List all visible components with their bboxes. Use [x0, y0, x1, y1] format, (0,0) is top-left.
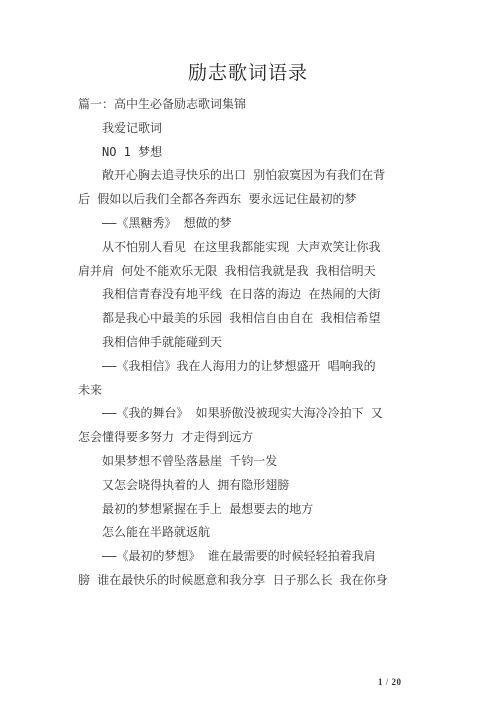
page-separator: /: [385, 677, 389, 687]
text-line: 最初的梦想紧握在手上 最想要去的地方: [102, 501, 314, 516]
text-line: 我爱记歌词: [102, 120, 163, 135]
text-line: ——《我相信》我在人海用力的让梦想盛开 唱响我的: [102, 358, 376, 373]
document-body: [78, 93, 430, 593]
text-line: ——《最初的梦想》 谁在最需要的时候轻轻拍着我肩: [102, 549, 376, 564]
text-line: NO 1 梦想: [102, 144, 163, 159]
text-line: ——《黑糖秀》 想做的梦: [102, 215, 232, 230]
text-line: 我相信青春没有地平线 在日落的海边 在热闹的大街: [102, 287, 381, 302]
text-line: 敞开心胸去追寻快乐的出口 别怕寂寞因为有我们在背: [102, 168, 386, 183]
text-line: 篇一：高中生必备励志歌词集锦: [78, 97, 247, 111]
text-line: 都是我心中最美的乐园 我相信自由自在 我相信希望: [102, 311, 381, 326]
page-number: [378, 677, 402, 687]
text-line: 我相信伸手就能碰到天: [102, 334, 223, 349]
text-line: ——《我的舞台》 如果骄傲没被现实大海冷冷拍下 又: [102, 406, 383, 421]
page-total: 20: [391, 677, 402, 687]
text-line: 又怎会晓得执着的人 拥有隐形翅膀: [102, 477, 290, 492]
document-title: 励志歌词语录: [187, 62, 308, 84]
text-line: 膀 谁在最快乐的时候愿意和我分享 日子那么长 我在你身: [78, 572, 388, 587]
text-line: 肩并肩 何处不能欢乐无限 我相信我就是我 我相信明天: [78, 263, 376, 278]
page-current: 1: [378, 677, 383, 687]
text-line: 如果梦想不曾坠落悬崖 千钧一发: [102, 453, 278, 468]
text-line: 未来: [78, 382, 103, 397]
text-line: 后 假如以后我们全都各奔西东 要永远记住最初的梦: [78, 192, 357, 207]
text-line: 怎么能在半路就返航: [102, 525, 211, 540]
text-line: 怎会懂得要多努力 才走得到远方: [78, 430, 254, 445]
text-line: 从不怕别人看见 在这里我都能实现 大声欢笑让你我: [102, 239, 381, 254]
